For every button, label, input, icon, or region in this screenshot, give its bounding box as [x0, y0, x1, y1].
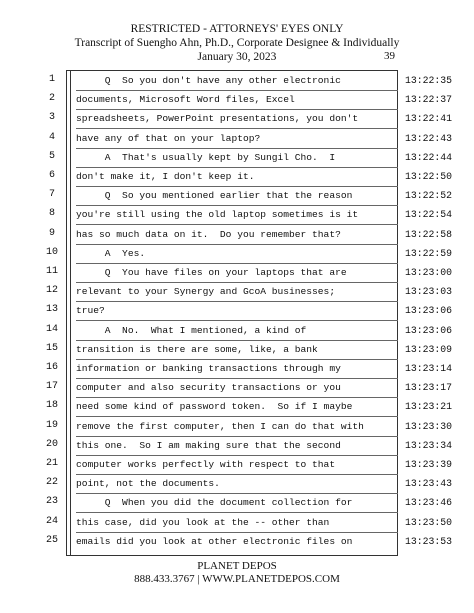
timestamp: 13:23:06: [405, 305, 453, 317]
timestamp: 13:23:30: [405, 420, 453, 432]
line-number: 6: [48, 170, 55, 181]
transcript-line: [0, 168, 474, 187]
line-text: emails did you look at other electronic files on: [76, 535, 353, 547]
header-transcript-title: Transcript of Suengho Ahn, Ph.D., Corporate Designee & Individually: [74, 37, 400, 49]
line-number: 25: [45, 534, 58, 546]
timestamp: 13:23:50: [405, 516, 453, 528]
footer-company: PLANET DEPOS: [197, 560, 277, 572]
transcript-line: [0, 360, 474, 379]
timestamp: 13:22:37: [405, 94, 453, 106]
line-text: true?: [76, 305, 105, 317]
line-text: this one. So I am making sure that the second: [76, 439, 341, 451]
line-number: 3: [48, 112, 55, 124]
line-text: this case, did you look at the -- other than: [76, 516, 330, 528]
line-number: 19: [45, 419, 58, 431]
timestamp: 13:22:58: [405, 228, 453, 240]
line-number: 9: [48, 227, 55, 239]
transcript-line: [0, 206, 474, 225]
line-text: remove the first computer, then I can do that with: [76, 420, 364, 432]
line-text: Q When you did the document collection for: [76, 497, 353, 509]
transcript-line: [0, 110, 474, 129]
timestamp: 13:23:43: [405, 478, 453, 490]
timestamp: 13:23:53: [405, 535, 453, 547]
line-number: 1: [48, 74, 55, 85]
line-number: 21: [45, 458, 58, 469]
timestamp: 13:23:14: [405, 363, 453, 374]
line-number: 10: [45, 246, 58, 258]
line-number: 18: [45, 400, 58, 412]
timestamp: 13:22:43: [405, 132, 453, 144]
timestamp: 13:23:00: [405, 267, 453, 278]
timestamp: 13:23:46: [405, 497, 453, 509]
timestamp: 13:23:21: [405, 401, 453, 413]
timestamp: 13:23:06: [405, 324, 453, 336]
line-number: 16: [45, 362, 58, 373]
line-number: 5: [48, 150, 55, 162]
line-text: you're still using the old laptop sometimes is it: [76, 209, 359, 221]
line-text: A Yes.: [76, 247, 146, 259]
line-number: 12: [45, 285, 58, 297]
transcript-line: [0, 302, 474, 321]
transcript-line: [0, 437, 474, 456]
line-number: 4: [48, 131, 55, 143]
line-number: 8: [48, 208, 55, 220]
line-number: 23: [45, 496, 58, 508]
line-text: don't make it, I don't keep it.: [76, 171, 255, 182]
line-number: 24: [45, 515, 58, 527]
line-number: 2: [48, 93, 55, 105]
footer-contact: 888.433.3767 | WWW.PLANETDEPOS.COM: [134, 573, 340, 585]
line-text: relevant to your Synergy and GcoA businesses;: [76, 286, 336, 298]
line-text: Q So you mentioned earlier that the reason: [76, 190, 353, 202]
timestamp: 13:23:09: [405, 343, 453, 355]
line-text: Q You have files on your laptops that are: [76, 267, 347, 278]
transcript-line: [0, 264, 474, 283]
header-title: RESTRICTED - ATTORNEYS' EYES ONLY: [130, 23, 344, 35]
timestamp: 13:22:35: [405, 75, 453, 86]
transcript-line: [0, 475, 474, 494]
line-number: 7: [48, 189, 55, 201]
transcript-line: [0, 91, 474, 110]
line-text: A No. What I mentioned, a kind of: [76, 324, 307, 336]
timestamp: 13:22:50: [405, 171, 453, 182]
timestamp: 13:23:03: [405, 286, 453, 298]
transcript-line: [0, 341, 474, 360]
line-text: Q So you don't have any other electronic: [76, 75, 341, 86]
timestamp: 13:22:54: [405, 209, 453, 221]
timestamp: 13:22:44: [405, 151, 453, 163]
line-text: computer works perfectly with respect to that: [76, 459, 336, 470]
line-text: spreadsheets, PowerPoint presentations, you don't: [76, 113, 359, 125]
line-text: computer and also security transactions or you: [76, 382, 341, 394]
header-date: January 30, 2023: [197, 51, 277, 63]
line-text: has so much data on it. Do you remember that?: [76, 228, 341, 240]
timestamp: 13:22:59: [405, 247, 453, 259]
line-number: 20: [45, 438, 58, 450]
transcript-line: [0, 398, 474, 417]
transcript-line: [0, 494, 474, 513]
line-number: 11: [45, 266, 58, 277]
line-number: 22: [45, 477, 58, 489]
line-number: 15: [45, 342, 58, 354]
transcript-line: [0, 322, 474, 341]
line-text: transition is there are some, like, a bank: [76, 343, 318, 355]
transcript-line: [0, 187, 474, 206]
transcript-line: [0, 130, 474, 149]
line-text: A That's usually kept by Sungil Cho. I: [76, 151, 336, 163]
transcript-line: [0, 514, 474, 533]
line-text: point, not the documents.: [76, 478, 220, 490]
transcript-line: [0, 533, 474, 552]
transcript-line: [0, 149, 474, 168]
transcript-line: [0, 418, 474, 437]
timestamp: 13:22:52: [405, 190, 453, 202]
timestamp: 13:23:17: [405, 382, 453, 394]
timestamp: 13:23:39: [405, 459, 453, 470]
timestamp: 13:23:34: [405, 439, 453, 451]
line-text: information or banking transactions through my: [76, 363, 341, 374]
timestamp: 13:22:41: [405, 113, 453, 125]
transcript-line: [0, 283, 474, 302]
line-number: 14: [45, 323, 58, 335]
transcript-line: [0, 72, 474, 91]
line-text: need some kind of password token. So if I maybe: [76, 401, 353, 413]
line-text: documents, Microsoft Word files, Excel: [76, 94, 295, 106]
line-number: 13: [45, 304, 58, 316]
page-number: 39: [384, 50, 395, 62]
transcript-line: [0, 245, 474, 264]
transcript-line: [0, 226, 474, 245]
transcript-line: [0, 379, 474, 398]
transcript-line: [0, 456, 474, 475]
line-number: 17: [45, 381, 58, 393]
line-text: have any of that on your laptop?: [76, 132, 261, 144]
